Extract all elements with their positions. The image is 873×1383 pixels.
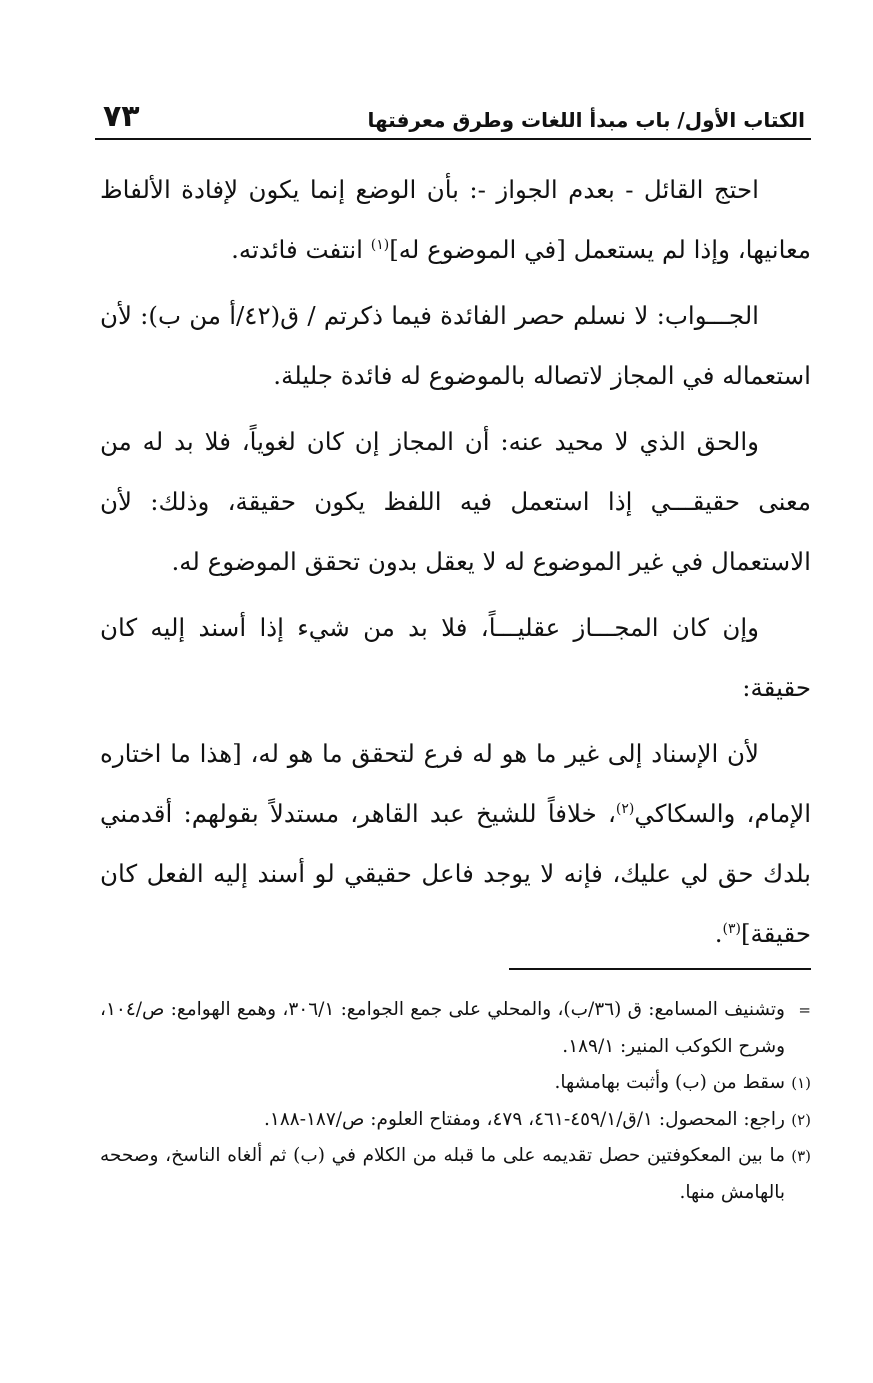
main-text	[100, 160, 811, 970]
paragraph-5-text-b: ، خلافاً للشيخ عبد القاهر، مستدلاً بقولهم: أقدمني بلدك حق لي عليك، فإنه لا يوجد فاعل حقيقي لو أسند إليه الفعل كان حقيقة]	[100, 799, 811, 948]
paragraph-5-text-c: .	[714, 919, 723, 948]
footnote-continuation	[100, 992, 811, 1065]
footnote-continuation-marker: =	[798, 1001, 811, 1019]
footnote-ref-3: (٣)	[722, 920, 741, 937]
footnote-1-marker: (١)	[791, 1074, 811, 1092]
paragraph-5	[100, 724, 811, 964]
footnote-2	[100, 1102, 811, 1139]
footnote-1-text: سقط من (ب) وأثبت بهامشها.	[554, 1072, 785, 1093]
footnote-2-text: راجع: المحصول: ١/ق/٤٥٩/١-٤٦١، ٤٧٩، ومفتاح العلوم: ص/١٨٧-١٨٨.	[264, 1108, 785, 1130]
paragraph-1-text-a: احتج القائل - بعدم الجواز -: بأن الوضع إنما يكون لإفادة الألفاظ معانيها، وإذا لم يستعمل [في الموضوع له]	[100, 175, 811, 264]
footnote-3	[100, 1138, 811, 1211]
footnote-2-marker: (٢)	[791, 1110, 811, 1129]
footnote-continuation-text: وتشنيف المسامع: ق (٣٦/ب)، والمحلي على جمع الجوامع: ٣٠٦/١، وهمع الهوامع: ص/١٠٤، وشرح الكوكب المنير: ١٨٩/١.	[100, 999, 785, 1057]
running-title: الكتاب الأول/ باب مبدأ اللغات وطرق معرفتها	[367, 108, 805, 132]
footnote-3-marker: (٣)	[791, 1147, 811, 1165]
footnote-ref-2: (٢)	[615, 800, 635, 817]
page-header	[95, 96, 811, 140]
footnote-1	[100, 1065, 811, 1102]
paragraph-1	[100, 160, 811, 280]
footnote-3-text: ما بين المعكوفتين حصل تقديمه على ما قبله من الكلام في (ب) ثم ألغاه الناسخ، وصححه بالهامش منها.	[100, 1145, 785, 1203]
paragraph-5-text-a: لأن الإسناد إلى غير ما هو له فرع لتحقق ما هو له، [هذا ما اختاره الإمام، والسكاكي	[100, 739, 811, 828]
footnotes	[100, 992, 811, 1211]
paragraph-4: وإن كان المجـــاز عقليـــاً، فلا بد من شيء إذا أسند إليه كان حقيقة:	[100, 613, 811, 702]
page-number: ٧٣	[103, 99, 140, 134]
paragraph-3: والحق الذي لا محيد عنه: أن المجاز إن كان لغوياً، فلا بد له من معنى حقيقـــي إذا استعمل فيه اللفظ يكون حقيقة، وذلك: لأن الاستعمال في غير الموضوع له لا يعقل بدون تحقق الموضوع له.	[100, 427, 811, 576]
footnote-ref-1: (١)	[370, 236, 390, 253]
paragraph-1-text-b: انتفت فائدته.	[231, 235, 371, 264]
paragraph-2: الجـــواب: لا نسلم حصر الفائدة فيما ذكرتم / ق(٤٢/أ من ب): لأن استعماله في المجاز لاتصاله بالموضوع له فائدة جليلة.	[100, 301, 811, 390]
footnote-separator	[509, 968, 811, 970]
